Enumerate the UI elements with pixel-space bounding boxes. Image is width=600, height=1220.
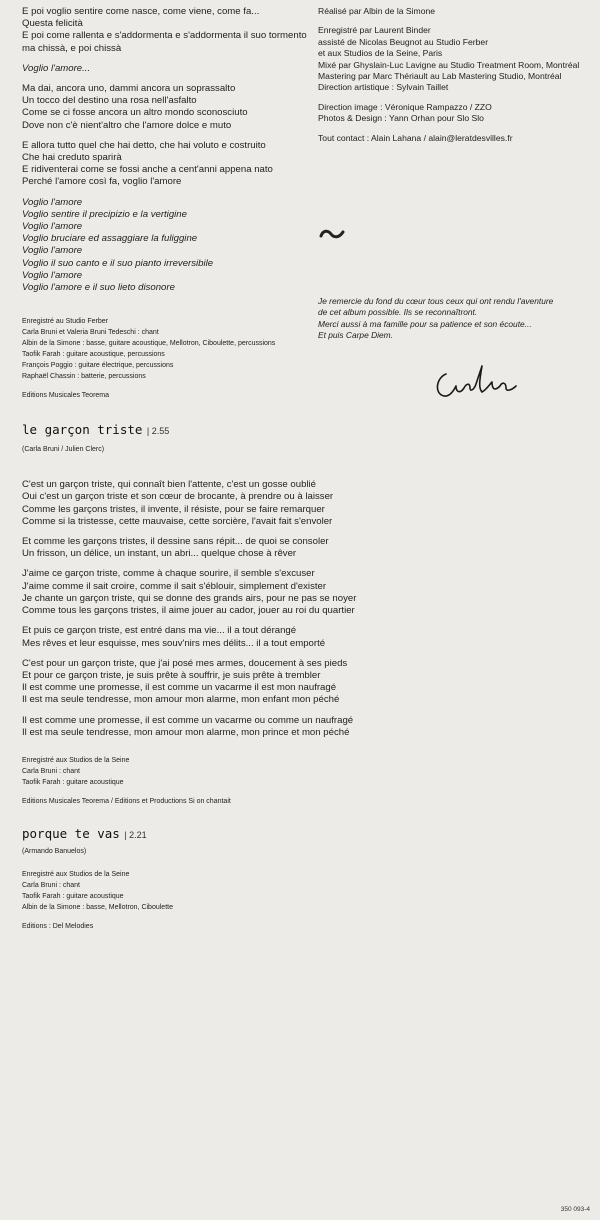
credit-line: Enregistré par Laurent Binder [318, 25, 431, 36]
thanks-line: de cet album possible. Ils se reconnaîtront. [318, 307, 478, 318]
credit-line: Tout contact : Alain Lahana / alain@leratdesvilles.fr [318, 132, 513, 143]
song2-duration: | 2.55 [146, 426, 170, 437]
song2-header [22, 421, 322, 439]
lyric-line: ma chissà, e poi chissà [22, 42, 122, 54]
lyric-line: Voglio bruciare ed assaggiare la fuliggine [22, 233, 198, 245]
catalog-number: 350 093-4 [560, 1206, 590, 1213]
lyric-line: Voglio l'amore... [22, 62, 91, 74]
thanks-line: Je remercie du fond du cœur tous ceux qui ont rendu l'aventure [318, 296, 554, 306]
lyric-line: Il est ma seule tendresse, mon amour mon alarme, mon prince et mon péché [22, 726, 350, 738]
lyric-line: Je chante un garçon triste, qui se donne des grands airs, pour ne pas se noyer [22, 592, 357, 604]
production-credits [318, 6, 594, 144]
lyric-stanza [22, 6, 322, 55]
credit-line: Carla Bruni : chant [22, 881, 80, 889]
lyric-line: Un tocco del destino una rosa nell'asfalto [22, 95, 197, 107]
song2-credits [22, 755, 322, 788]
credit-block [318, 133, 594, 144]
lyric-line: C'est un garçon triste, qui connaît bien l'attente, c'est un gosse oublié [22, 479, 317, 491]
lyric-line: Perché l'amore così fa, voglio l'amore [22, 176, 182, 188]
song2-lyrics [22, 479, 357, 739]
lyric-line: Voglio l'amore e il suo lieto disonore [22, 282, 175, 294]
lyric-stanza [22, 625, 326, 649]
song2-authors: (Carla Bruni / Julien Clerc) [22, 446, 105, 454]
lyric-line: Mes rêves et leur esquisse, mes souv'nirs mes délits... il a tout emporté [22, 637, 326, 649]
song3-header [22, 825, 322, 843]
lyric-line: E poi come rallenta e s'addormenta e s'addormenta il suo tormento [22, 30, 307, 42]
song3-title: porque te vas [22, 825, 120, 841]
credit-line: Carla Bruni et Valeria Bruni Tedeschi : chant [22, 329, 159, 337]
lyric-line: Voglio sentire il precipizio e la vertigine [22, 208, 187, 220]
thanks-block [318, 296, 553, 342]
credit-block [318, 102, 594, 125]
credit-line: Carla Bruni : chant [22, 767, 80, 775]
credit-line: Mixé par Ghyslain-Luc Lavigne au Studio Treatment Room, Montréal [318, 59, 580, 70]
lyric-stanza [22, 568, 357, 617]
lyric-line: E allora tutto quel che hai detto, che hai voluto e costruito [22, 139, 266, 151]
lyric-line: Voglio l'amore [22, 196, 83, 208]
lyric-line: Che hai creduto sparirà [22, 152, 122, 164]
credit-line: Taofik Farah : guitare acoustique [22, 778, 124, 786]
credit-line: Taofik Farah : guitare acoustique [22, 892, 124, 900]
credit-line: François Poggio : guitare électrique, percussions [22, 362, 174, 370]
credit-line: Albin de la Simone : basse, guitare acoustique, Mellotron, Ciboulette, percussions [22, 340, 276, 348]
tilde-ornament-icon [318, 226, 346, 242]
song1-credits [22, 316, 322, 382]
lyric-stanza [22, 197, 322, 295]
song1-edition: Editions Musicales Teorema [22, 392, 110, 400]
credit-line: Taofik Farah : guitare acoustique, percussions [22, 351, 165, 359]
lyric-line: E poi voglio sentire come nasce, come viene, come fa... [22, 6, 260, 17]
lyric-stanza [22, 714, 354, 739]
lyric-line: Comme les garçons tristes, il invente, il résiste, pour se faire remarquer [22, 503, 325, 515]
song1-lyrics [22, 6, 322, 294]
lyric-line: Come se ci fosse ancora un altro mondo sconosciuto [22, 107, 248, 119]
lyric-stanza [22, 63, 322, 75]
credit-line: Direction artistique : Sylvain Taillet [318, 82, 449, 93]
song3-duration: | 2.21 [124, 829, 147, 840]
credit-line: Réalisé par Albin de la Simone [318, 6, 436, 16]
lyric-line: Questa felicità [22, 18, 83, 30]
credit-block [318, 6, 594, 17]
credit-line: Photos & Design : Yann Orhan pour Slo Slo [318, 113, 484, 124]
right-column [318, 6, 594, 152]
credit-line: et aux Studios de la Seine, Paris [318, 48, 443, 59]
song3-credits [22, 869, 322, 913]
credit-line: Albin de la Simone : basse, Mellotron, Ciboulette [22, 903, 173, 911]
song3-edition: Editions : Del Melodies [22, 922, 94, 930]
lyric-line: Et pour ce garçon triste, je suis prête à souffrir, je suis prête à trembler [22, 669, 321, 681]
lyric-line: Il est comme une promesse, il est comme un vacarme ou comme un naufragé [22, 714, 354, 726]
lyric-line: J'aime comme il sait croire, comme il sait s'éblouir, simplement d'exister [22, 580, 327, 592]
credit-line: Mastering par Marc Thériault au Lab Mastering Studio, Montréal [318, 71, 562, 82]
lyric-line: Voglio l'amore [22, 221, 83, 233]
lyric-stanza [22, 657, 348, 707]
credit-line: Enregistré aux Studios de la Seine [22, 870, 130, 878]
lyric-line: C'est pour un garçon triste, que j'ai posé mes armes, doucement à ses pieds [22, 657, 348, 669]
lyric-line: Comme tous les garçons tristes, il aime jouer au cador, jouer au roi du quartier [22, 605, 355, 617]
lyric-line: Oui c'est un garçon triste et son cœur de brocante, à prendre ou à laisser [22, 491, 334, 503]
credit-line: Raphaël Chassin : batterie, percussions [22, 373, 146, 381]
signature-carla [430, 360, 530, 408]
lyric-line: J'aime ce garçon triste, comme à chaque sourire, il semble s'excuser [22, 568, 315, 580]
credit-line: Enregistré au Studio Ferber [22, 318, 108, 326]
song2-edition: Editions Musicales Teorema / Editions et Productions Si on chantait [22, 797, 231, 805]
lyric-line: Il est ma seule tendresse, mon amour mon alarme, mon enfant mon péché [22, 694, 340, 706]
lyric-line: Et comme les garçons tristes, il dessine sans répit... de quoi se consoler [22, 536, 329, 548]
lyric-line: Comme si la tristesse, cette mauvaise, cette sorcière, l'avait fait s'envoler [22, 515, 333, 527]
lyric-line: Voglio l'amore [22, 269, 83, 281]
thanks-line: Et puis Carpe Diem. [318, 330, 393, 341]
credit-line: Enregistré aux Studios de la Seine [22, 756, 130, 764]
credit-line: assisté de Nicolas Beugnot au Studio Ferber [318, 36, 489, 47]
lyric-stanza [22, 536, 329, 560]
credit-line: Direction image : Véronique Rampazzo / ZZO [318, 101, 492, 112]
lyric-line: Ma dai, ancora uno, dammi ancora un soprassalto [22, 83, 236, 95]
lyric-line: Dove non c'è nient'altro che l'amore dolce e muto [22, 119, 232, 131]
thanks-line: Merci aussi à ma famille pour sa patience et son écoute... [318, 318, 532, 329]
lyric-line: Et puis ce garçon triste, est entré dans ma vie... il a tout dérangé [22, 625, 297, 637]
lyric-stanza [22, 83, 322, 132]
song2-title: le garçon triste [22, 422, 143, 438]
lyric-line: Un frisson, un délice, un instant, un abri... quelque chose à rêver [22, 548, 297, 560]
lyric-stanza [22, 140, 322, 189]
lyric-line: Il est comme une promesse, il est comme un vacarme il est mon naufragé [22, 682, 337, 694]
song3-authors: (Armando Banuelos) [22, 847, 87, 855]
lyric-line: Voglio il suo canto e il suo pianto irreversibile [22, 257, 214, 269]
credit-block [318, 25, 594, 93]
lyric-line: E ridiventerai come se fossi anche a cent'anni appena nato [22, 164, 273, 176]
lyric-stanza [22, 479, 334, 528]
lyric-line: Voglio l'amore [22, 245, 83, 257]
